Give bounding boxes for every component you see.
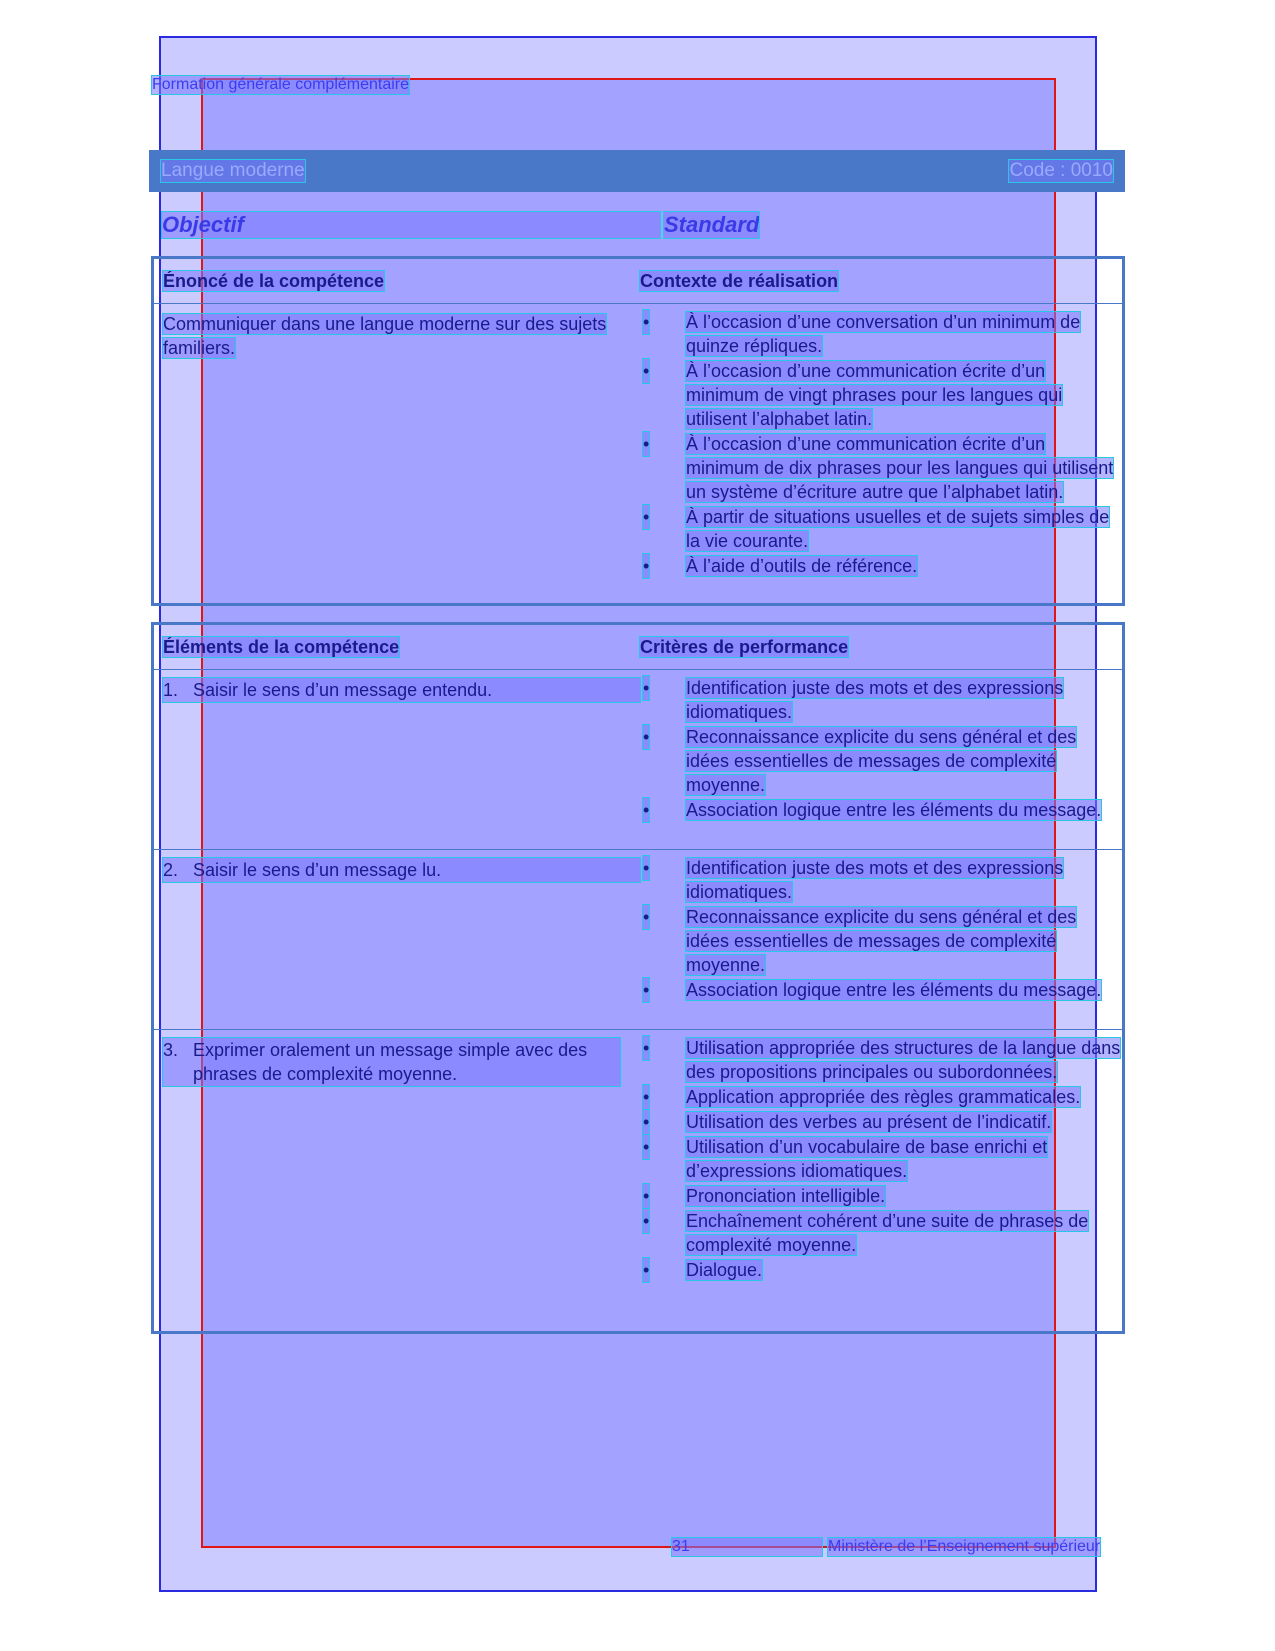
table-row xyxy=(154,850,1122,1030)
list-item: • À partir de situations usuelles et de sujets simples de la vie courante. xyxy=(643,507,1110,551)
criteria-list xyxy=(640,856,1122,1002)
subject-band xyxy=(149,150,1125,192)
list-item: • Association logique entre les éléments du message. xyxy=(643,980,1102,1000)
criteria-header: Critères de performance xyxy=(640,636,849,657)
bullet-icon: • xyxy=(643,980,650,1000)
list-item: • Prononciation intelligible. xyxy=(643,1186,886,1206)
element-item: 1. Saisir le sens d’un message entendu. xyxy=(163,678,640,702)
criteria-list xyxy=(640,676,1122,822)
list-item: • Utilisation des verbes au présent de l’indicatif. xyxy=(643,1112,1052,1132)
list-item: • À l’aide d’outils de référence. xyxy=(643,556,918,576)
objectif-label: Objectif xyxy=(162,212,660,238)
list-item: • Identification juste des mots et des expressions idiomatiques. xyxy=(643,678,1064,722)
bullet-icon: • xyxy=(643,361,650,381)
competence-table xyxy=(151,256,1125,606)
list-item: • Reconnaissance explicite du sens général et des idées essentielles de messages de complexité moyenne. xyxy=(643,727,1077,795)
list-item: • Reconnaissance explicite du sens général et des idées essentielles de messages de complexité moyenne. xyxy=(643,907,1077,975)
bullet-icon: • xyxy=(643,1186,650,1206)
bullet-icon: • xyxy=(643,556,650,576)
list-item: • Utilisation appropriée des structures de la langue dans des propositions principales ou subordonnées. xyxy=(643,1038,1121,1082)
competence-statement: Communiquer dans une langue moderne sur des sujets familiers. xyxy=(163,314,607,358)
bullet-icon: • xyxy=(643,800,650,820)
bullet-icon: • xyxy=(643,312,650,332)
bullet-icon: • xyxy=(643,678,650,698)
list-item: • Application appropriée des règles grammaticales. xyxy=(643,1087,1081,1107)
list-item: • À l’occasion d’une conversation d’un minimum de quinze répliques. xyxy=(643,312,1081,356)
table-row xyxy=(154,1030,1122,1287)
bullet-icon: • xyxy=(643,434,650,454)
list-item: • À l’occasion d’une communication écrite d’un minimum de vingt phrases pour les langues qui utilisent l’alphabet latin. xyxy=(643,361,1063,429)
list-item: • Utilisation d’un vocabulaire de base enrichi et d’expressions idiomatiques. xyxy=(643,1137,1048,1181)
bullet-icon: • xyxy=(643,1137,650,1157)
list-item: • Association logique entre les éléments du message. xyxy=(643,800,1102,820)
context-list xyxy=(640,310,1122,578)
bullet-icon: • xyxy=(643,858,650,878)
table-row xyxy=(154,670,1122,850)
course-code: Code : 0010 xyxy=(1009,160,1113,181)
performance-table xyxy=(151,622,1125,1334)
element-text: Saisir le sens d’un message lu. xyxy=(193,860,442,880)
bullet-icon: • xyxy=(643,907,650,927)
list-item: • Dialogue. xyxy=(643,1260,763,1280)
list-item: • Identification juste des mots et des expressions idiomatiques. xyxy=(643,858,1064,902)
context-header: Contexte de réalisation xyxy=(640,270,839,291)
bullet-icon: • xyxy=(643,507,650,527)
competence-row xyxy=(154,304,1122,583)
competence-table-header xyxy=(154,259,1122,304)
elements-header: Éléments de la compétence xyxy=(163,636,400,657)
ministry-footer: Ministère de l’Enseignement supérieur xyxy=(828,1538,1101,1555)
list-item: • À l’occasion d’une communication écrite d’un minimum de dix phrases pour les langues qui utilisent un système d’écriture autre que l’alphabet latin. xyxy=(643,434,1114,502)
element-text: Saisir le sens d’un message entendu. xyxy=(193,680,493,700)
criteria-list xyxy=(640,1036,1122,1282)
element-text: Exprimer oralement un message simple avec des phrases de complexité moyenne. xyxy=(193,1040,588,1084)
performance-table-header xyxy=(154,625,1122,670)
subject-title: Langue moderne xyxy=(161,160,305,181)
page-number: 31 xyxy=(672,1538,822,1556)
standard-label: Standard xyxy=(664,212,760,237)
bullet-icon: • xyxy=(643,1260,650,1280)
element-item: 3. Exprimer oralement un message simple avec des phrases de complexité moyenne. xyxy=(163,1038,620,1086)
bullet-icon: • xyxy=(643,1112,650,1132)
bullet-icon: • xyxy=(643,1087,650,1107)
bullet-icon: • xyxy=(643,1211,650,1231)
list-item: • Enchaînement cohérent d’une suite de phrases de complexité moyenne. xyxy=(643,1211,1089,1255)
bullet-icon: • xyxy=(643,1038,650,1058)
statement-header: Énoncé de la compétence xyxy=(163,270,385,291)
program-header: Formation générale complémentaire xyxy=(152,76,410,93)
bullet-icon: • xyxy=(643,727,650,747)
element-item: 2. Saisir le sens d’un message lu. xyxy=(163,858,640,882)
